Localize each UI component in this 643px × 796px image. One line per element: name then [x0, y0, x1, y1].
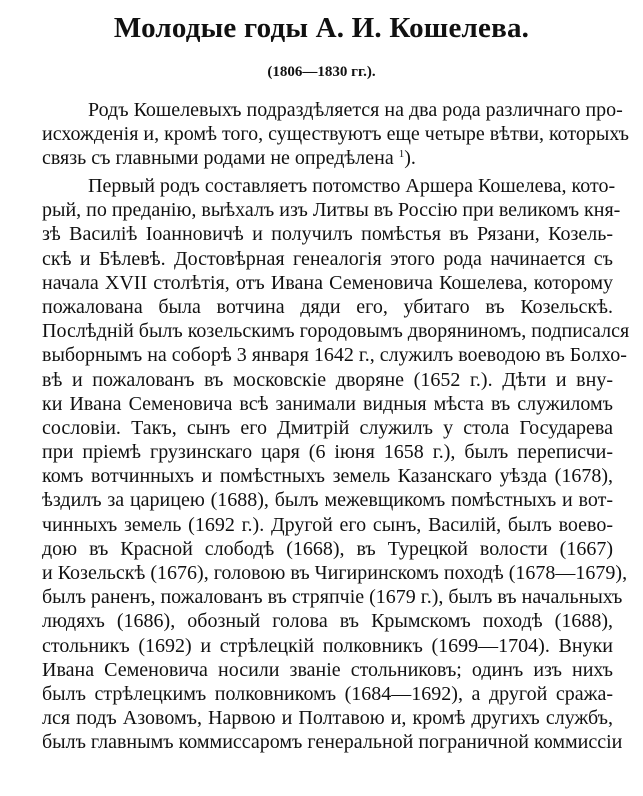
text-line: ѣздилъ за царицею (1688), былъ межевщикомъ помѣстныхъ и вот-: [42, 489, 613, 512]
text-line: зѣ Василіѣ Іоанновичѣ и получилъ помѣстья въ Рязани, Козель-: [42, 223, 613, 246]
text-line: былъ раненъ, пожалованъ въ стряпчіе (1679 г.), былъ въ начальныхъ: [42, 586, 623, 609]
text-line-tail: ).: [404, 147, 416, 170]
text-line: и Козельскѣ (1676), головою въ Чигиринскомъ походѣ (1678—1679),: [42, 562, 628, 584]
text-line: лся подъ Азовомъ, Нарвою и Полтавою и, кромѣ другихъ службъ,: [42, 707, 613, 730]
date-range: (1806—1830 гг.).: [267, 64, 376, 80]
text-line: людяхъ (1686), обозный голова въ Крымскомъ походѣ (1688),: [42, 610, 613, 633]
text-line-content: связь съ главными родами не опредѣлена: [42, 147, 394, 170]
text-line: начала XVII столѣтія, отъ Ивана Семеновича Кошелева, которому: [42, 271, 613, 294]
text-line: Ивана Семеновича носили званіе стольниковъ; одинъ изъ нихъ: [42, 658, 613, 681]
text-line: вѣ и пожалованъ въ московскіе дворяне (1652 г.). Дѣти и вну-: [42, 368, 613, 391]
text-line: былъ главнымъ коммиссаромъ генеральной пограничной коммиссіи: [42, 731, 623, 754]
text-line: при пріемѣ грузинскаго царя (6 іюня 1658 г.), былъ переписчи-: [42, 441, 613, 464]
text-line: ки Ивана Семеновича всѣ занимали видныя мѣста въ служиломъ: [42, 392, 613, 415]
text-line: Родъ Кошелевыхъ подраздѣляется на два рода различнаго про-: [88, 99, 623, 121]
footnote-marker: 1: [398, 148, 405, 161]
paragraph-2: [42, 174, 630, 755]
text-line: стольникъ (1692) и стрѣлецкій полковникъ (1699—1704). Внуки: [42, 634, 613, 657]
text-line: Первый родъ составляетъ потомство Аршера Кошелева, кото-: [88, 175, 616, 197]
page-title: Молодые годы А. И. Кошелева.: [113, 12, 530, 44]
text-line: пожалована была вотчина дяди его, убитаго въ Козельскѣ.: [42, 295, 613, 318]
text-line: скѣ и Бѣлевѣ. Достовѣрная генеалогія этого рода начинается съ: [42, 247, 613, 270]
text-line: дою въ Красной слободѣ (1668), въ Турецкой волости (1667): [42, 537, 613, 560]
text-line: Послѣдній былъ козельскимъ городовымъ дворяниномъ, подписался: [42, 320, 630, 343]
text-line: былъ стрѣлецкимъ полковникомъ (1684—1692), а другой сража-: [42, 682, 613, 705]
text-line: чинныхъ земель (1692 г.). Другой его сынъ, Василій, былъ воево-: [42, 513, 613, 536]
paragraph-1: [42, 98, 629, 171]
text-line: сословіи. Такъ, сынъ его Дмитрій служилъ у стола Государева: [42, 416, 613, 439]
text-line: исхожденія и, кромѣ того, существуютъ еще четыре вѣтви, которыхъ: [42, 123, 629, 146]
text-line: рый, по преданію, выѣхалъ изъ Литвы въ Россію при великомъ кня-: [42, 199, 621, 222]
text-line: комъ вотчинныхъ и помѣстныхъ земель Казанскаго уѣзда (1678),: [42, 465, 613, 488]
text-line: выборнымъ на соборѣ 3 января 1642 г., служилъ воеводою въ Болхо-: [42, 344, 627, 367]
text-line-last: [42, 146, 613, 170]
